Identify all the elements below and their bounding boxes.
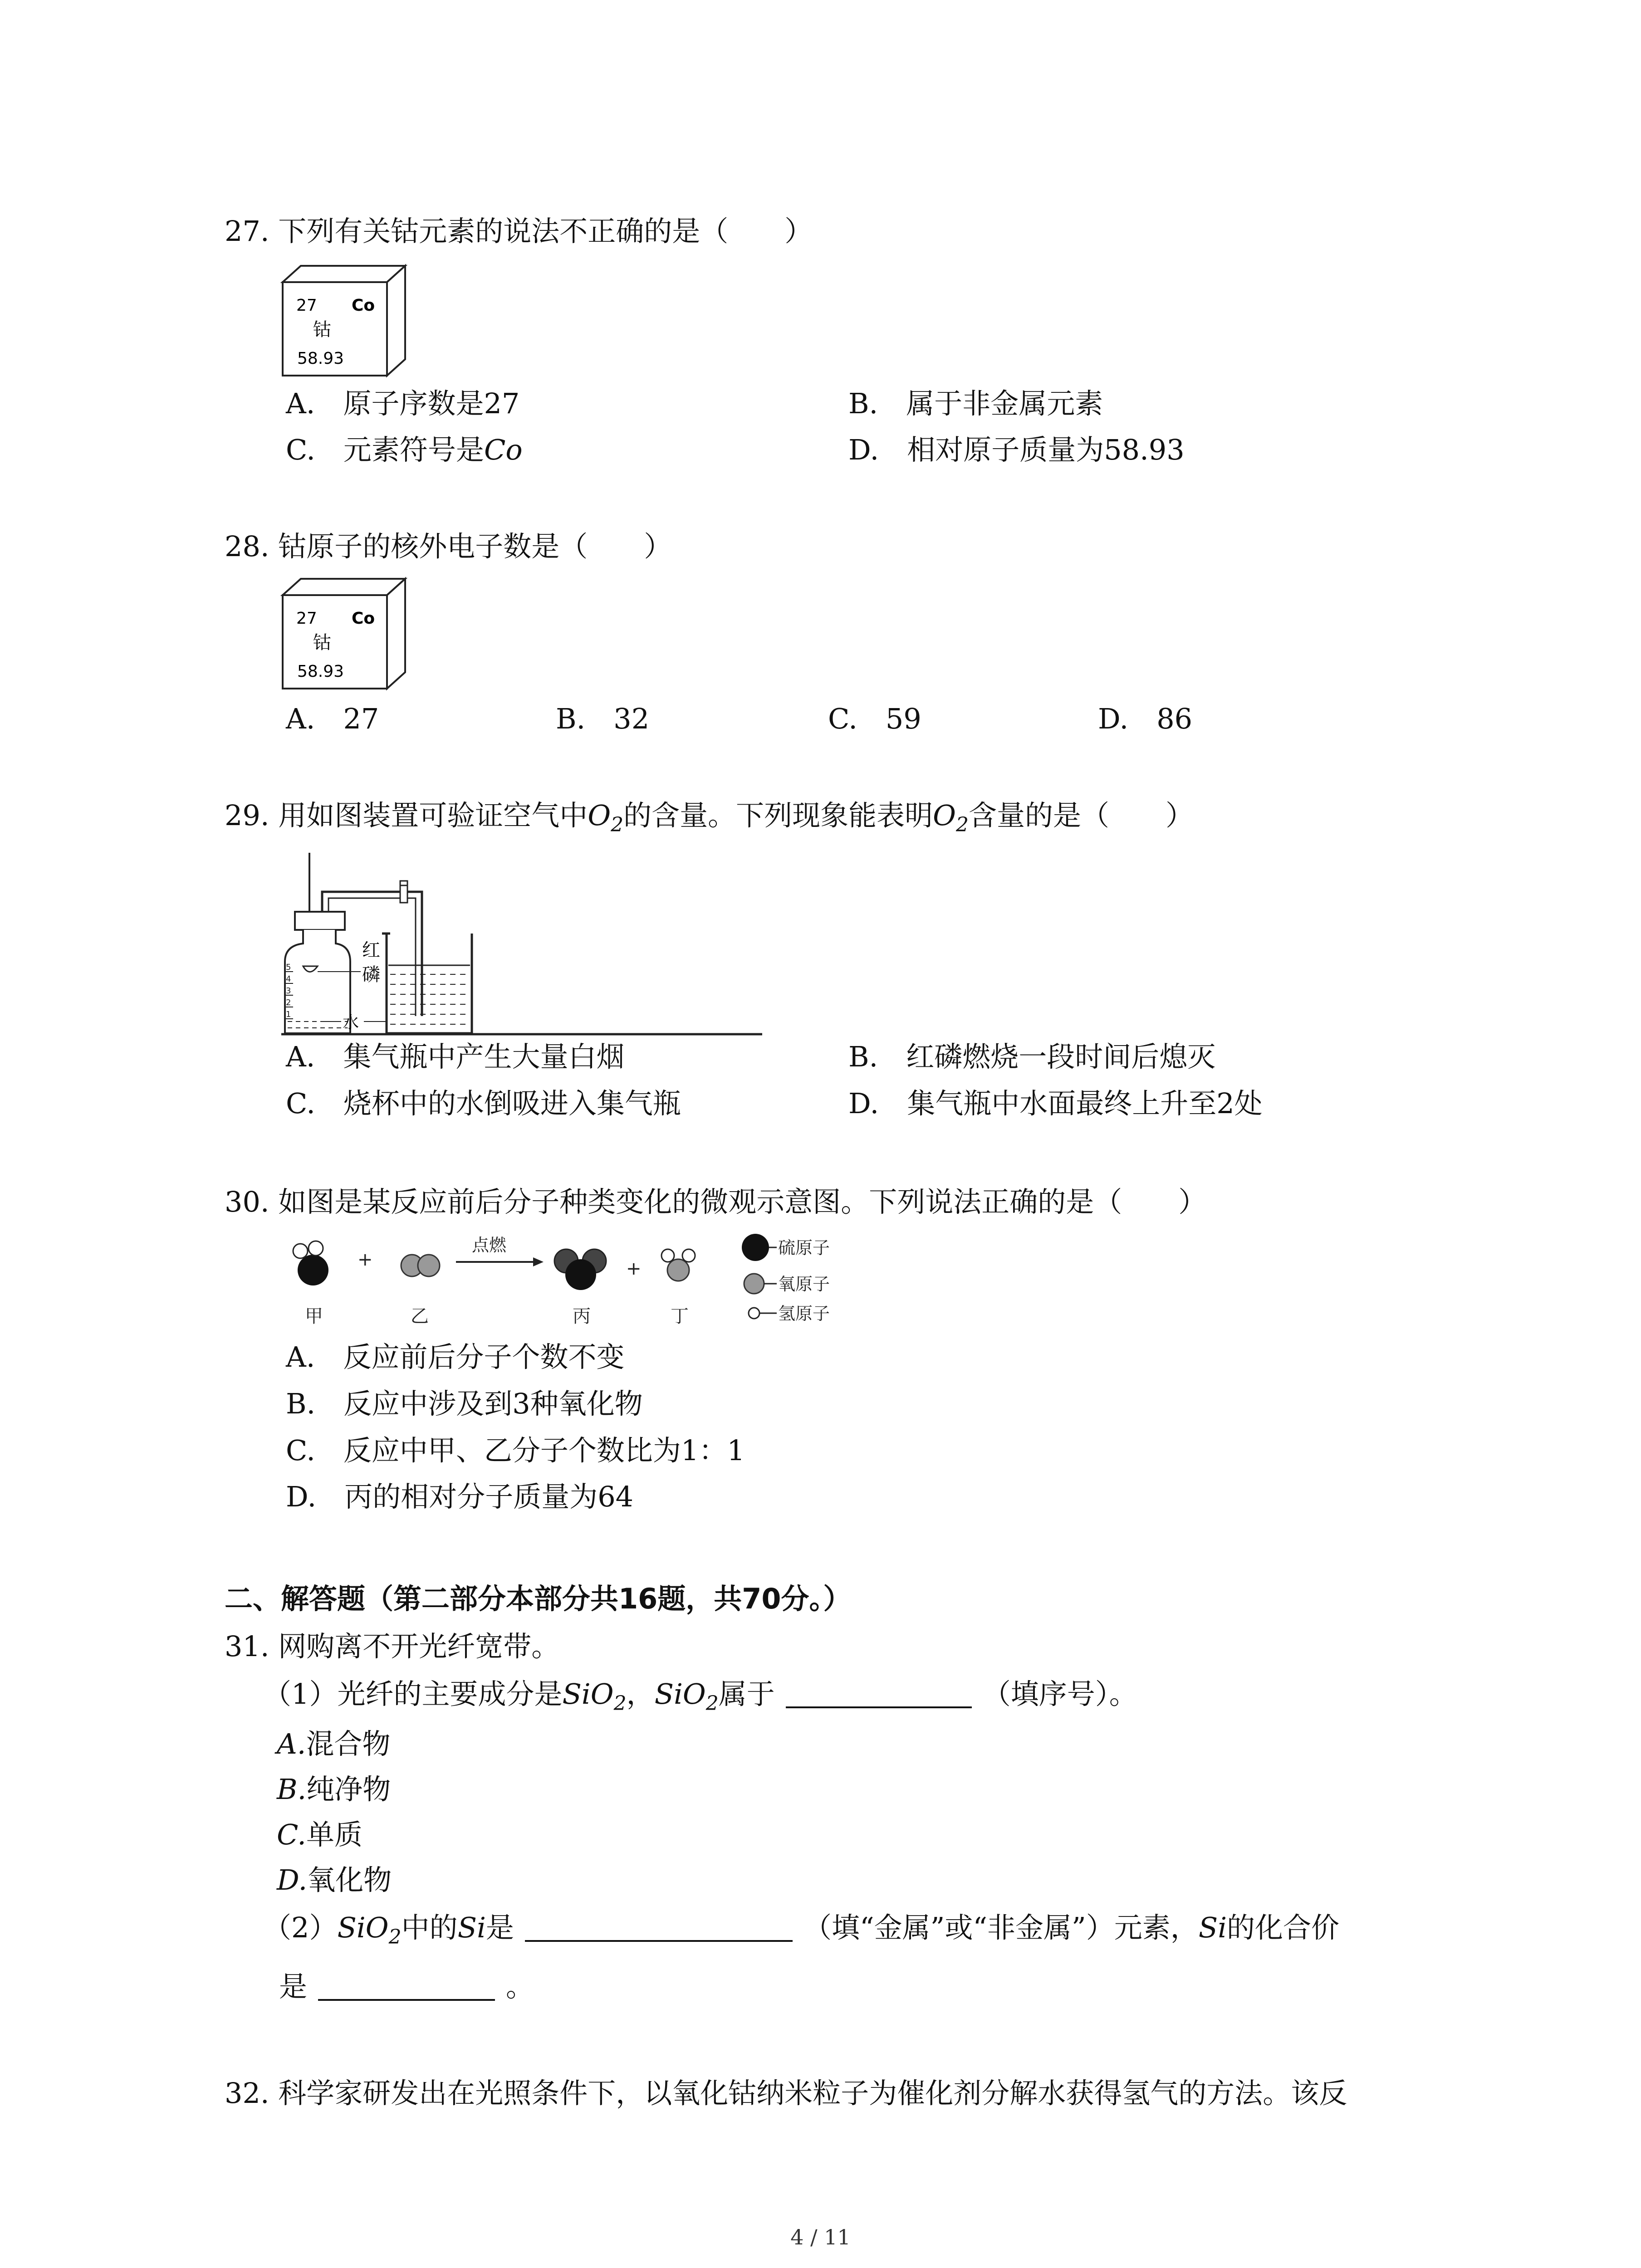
q27-option-c-text: C. 元素符号是 — [286, 433, 484, 466]
q29-beaker — [387, 934, 472, 1033]
q28-card-symbol: Co — [352, 609, 375, 628]
q30-option-c[interactable]: C. 反应中甲、乙分子个数比为1：1 — [286, 1434, 745, 1467]
q27-stem: 27. 下列有关钴元素的说法不正确的是（ ） — [225, 215, 813, 248]
q28-card-mass: 58.93 — [297, 662, 344, 681]
q29-label-hong: 红 — [362, 940, 380, 961]
q29-stem — [225, 797, 1194, 843]
q31-sio2-b: SiO$_2$ — [654, 1677, 719, 1715]
q27-option-a[interactable]: A. 原子序数是27 — [286, 387, 520, 420]
q27-option-c-symbol: Co — [484, 433, 523, 466]
q30-condition: 点燃 — [472, 1235, 507, 1255]
q29-o2-second: $O_2$ — [933, 799, 969, 836]
q29-o2-first: $O_2$ — [588, 799, 624, 836]
q28-stem: 28. 钴原子的核外电子数是（ ） — [225, 530, 672, 563]
q30-legend-hydrogen: 氢原子 — [778, 1304, 830, 1324]
q29-option-d[interactable]: D. 集气瓶中水面最终上升至2处 — [848, 1087, 1263, 1120]
q28-element-card — [279, 576, 411, 694]
q31-choice-c[interactable]: C.单质 — [277, 1818, 362, 1851]
q30-legend-sulfur: 硫原子 — [778, 1238, 830, 1258]
q31-part2-line2: 是 。 — [279, 1970, 534, 2003]
q30-reaction-diagram — [272, 1229, 907, 1338]
q28-option-c[interactable]: C. 59 — [828, 702, 921, 735]
q29-stem-part1: 29. 用如图装置可验证空气中 — [225, 799, 588, 832]
q27-card-name: 钴 — [313, 319, 331, 340]
q29-option-a[interactable]: A. 集气瓶中产生大量白烟 — [286, 1040, 625, 1073]
q28-card-number: 27 — [296, 609, 317, 628]
svg-text:3: 3 — [286, 986, 291, 996]
svg-text:2: 2 — [286, 998, 291, 1007]
q30-plus-1: + — [358, 1249, 373, 1270]
q27-card-symbol: Co — [352, 296, 375, 315]
q28-option-d[interactable]: D. 86 — [1098, 702, 1193, 735]
q30-plus-2: + — [626, 1258, 642, 1279]
q29-bottle-stopper — [295, 912, 345, 930]
q30-option-a[interactable]: A. 反应前后分子个数不变 — [286, 1340, 625, 1374]
q31-part2: （2）SiO$_2$中的Si是 （填“金属”或“非金属”）元素，Si的化合价 — [263, 1911, 1340, 1949]
q29-label-lin: 磷 — [362, 964, 380, 985]
q31-part2-metal-blank[interactable] — [525, 1912, 793, 1942]
q31-choice-b[interactable]: B.纯净物 — [277, 1773, 391, 1806]
svg-text:5: 5 — [286, 963, 291, 972]
q27-card-number: 27 — [296, 296, 317, 315]
q30-option-b[interactable]: B. 反应中涉及到3种氧化物 — [286, 1387, 643, 1420]
q30-label-yi: 乙 — [411, 1306, 429, 1327]
q30-stem: 30. 如图是某反应前后分子种类变化的微观示意图。下列说法正确的是（ ） — [225, 1185, 1207, 1218]
q31-part1-answer-blank[interactable] — [786, 1678, 972, 1708]
q31-sio2-c: SiO$_2$ — [337, 1911, 402, 1949]
q29-clamp — [400, 881, 407, 903]
q31-choice-a[interactable]: A.混合物 — [277, 1727, 391, 1760]
q29-apparatus-figure — [281, 853, 771, 1039]
q29-stem-part2: 的含量。下列现象能表明 — [623, 799, 933, 832]
q28-option-b[interactable]: B. 32 — [556, 702, 650, 735]
section2-title: 二、解答题（第二部分本部分共16题，共70分。） — [225, 1582, 852, 1615]
q27-card-mass: 58.93 — [297, 349, 344, 368]
q31-sio2-a: SiO$_2$ — [562, 1677, 627, 1715]
q31-part2-valence-blank[interactable] — [318, 1971, 495, 2001]
q27-element-card — [279, 263, 411, 381]
q27-option-b[interactable]: B. 属于非金属元素 — [848, 387, 1103, 420]
q27-option-d[interactable]: D. 相对原子质量为58.93 — [848, 433, 1185, 466]
q27-option-c[interactable] — [286, 432, 523, 468]
svg-text:1: 1 — [286, 1010, 291, 1019]
q31-choice-d[interactable]: D.氧化物 — [277, 1863, 392, 1897]
q29-option-c[interactable]: C. 烧杯中的水倒吸进入集气瓶 — [286, 1087, 681, 1120]
q29-label-water: 水 — [343, 1013, 359, 1032]
q28-card-name: 钴 — [313, 632, 331, 653]
svg-text:4: 4 — [286, 974, 291, 984]
q30-label-bing: 丙 — [573, 1306, 591, 1327]
q30-option-d[interactable]: D. 丙的相对分子质量为64 — [286, 1480, 634, 1513]
q28-option-a[interactable]: A. 27 — [286, 702, 379, 735]
q29-stem-part3: 含量的是（ ） — [969, 799, 1194, 832]
q30-legend-oxygen: 氧原子 — [778, 1274, 830, 1294]
q31-part1: （1）光纤的主要成分是SiO$_2$，SiO$_2$属于 （填序号）。 — [263, 1677, 1137, 1715]
page-number: 4 / 11 — [790, 2225, 851, 2249]
q29-gas-bottle — [285, 930, 350, 1033]
q32-stem: 32. 科学家研发出在光照条件下，以氧化钴纳米粒子为催化剂分解水获得氢气的方法。该反 — [225, 2077, 1347, 2110]
q30-label-ding: 丁 — [671, 1306, 689, 1327]
q31-stem: 31. 网购离不开光纤宽带。 — [225, 1630, 560, 1663]
q29-option-b[interactable]: B. 红磷燃烧一段时间后熄灭 — [848, 1040, 1216, 1073]
q30-label-jia: 甲 — [305, 1306, 323, 1327]
